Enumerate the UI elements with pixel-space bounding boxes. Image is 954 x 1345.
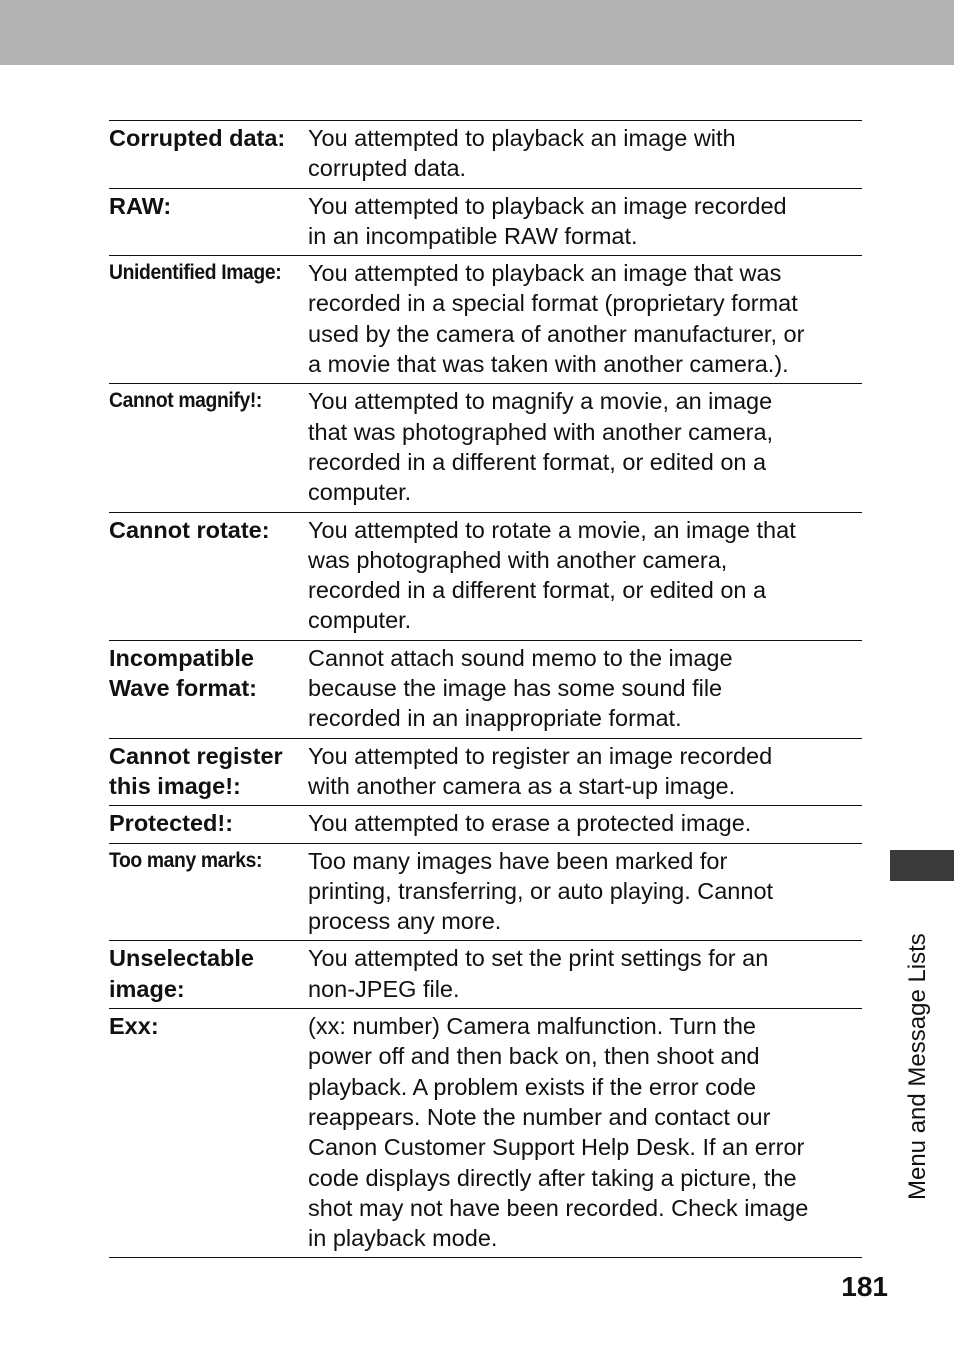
message-row (109, 844, 862, 942)
message-row (109, 1009, 862, 1258)
message-term: Cannot rotate: (109, 516, 270, 543)
message-row (109, 384, 862, 512)
message-term: Cannot register this image!: (109, 742, 283, 799)
message-term: Unselectable image: (109, 945, 254, 1002)
message-description: You attempted to erase a protected image. (308, 810, 752, 837)
message-description: You attempted to register an image recorded with another camera as a start-up image. (308, 742, 773, 799)
page-number: 181 (841, 1271, 888, 1302)
message-row (109, 641, 862, 739)
message-row (109, 941, 862, 1009)
message-row (109, 256, 862, 384)
message-description: Cannot attach sound memo to the image because the image has some sound file recorded in an inappropriate format. (308, 644, 733, 732)
message-term: Too many marks: (109, 848, 263, 872)
message-term: RAW: (109, 192, 172, 219)
message-term: Exx: (109, 1013, 159, 1040)
message-term: Unidentified Image: (109, 261, 282, 285)
message-description: Too many images have been marked for printing, transferring, or auto playing. Cannot process any more. (308, 847, 774, 935)
message-row (109, 121, 862, 189)
message-row (109, 806, 862, 843)
message-term: Protected!: (109, 810, 234, 837)
message-term: Incompatible Wave format: (109, 644, 257, 702)
message-description: You attempted to rotate a movie, an image that was photographed with another camera, recorded in a different format, or edited on a computer. (308, 516, 796, 634)
message-row (109, 513, 862, 641)
message-row (109, 739, 862, 807)
message-description: (xx: number) Camera malfunction. Turn the power off and then back on, then shoot and playback. A problem exists if the error code reappears. Note the number and contact our Canon Customer Support Help Desk. If an error code displays directly after taking a picture, the shot may not have been recorded. Check image in playback mode. (308, 1013, 809, 1252)
message-description: You attempted to set the print settings for an non-JPEG file. (308, 945, 769, 1002)
message-description: You attempted to playback an image that was recorded in a special format (proprietary format used by the camera of another manufacturer, or a movie that was taken with another camera.). (308, 260, 805, 378)
message-description: You attempted to magnify a movie, an image that was photographed with another camera, recorded in a different format, or edited on a computer. (308, 388, 774, 506)
section-side-label: Menu and Message Lists (904, 933, 931, 1200)
header-band (0, 0, 954, 65)
message-description: You attempted to playback an image recorded in an incompatible RAW format. (308, 192, 787, 249)
message-row (109, 189, 862, 257)
message-term: Cannot magnify!: (109, 389, 262, 413)
message-term: Corrupted data: (109, 125, 286, 151)
message-description: You attempted to playback an image with corrupted data. (308, 125, 736, 182)
message-table (109, 120, 862, 1258)
section-tab-marker (890, 850, 954, 881)
